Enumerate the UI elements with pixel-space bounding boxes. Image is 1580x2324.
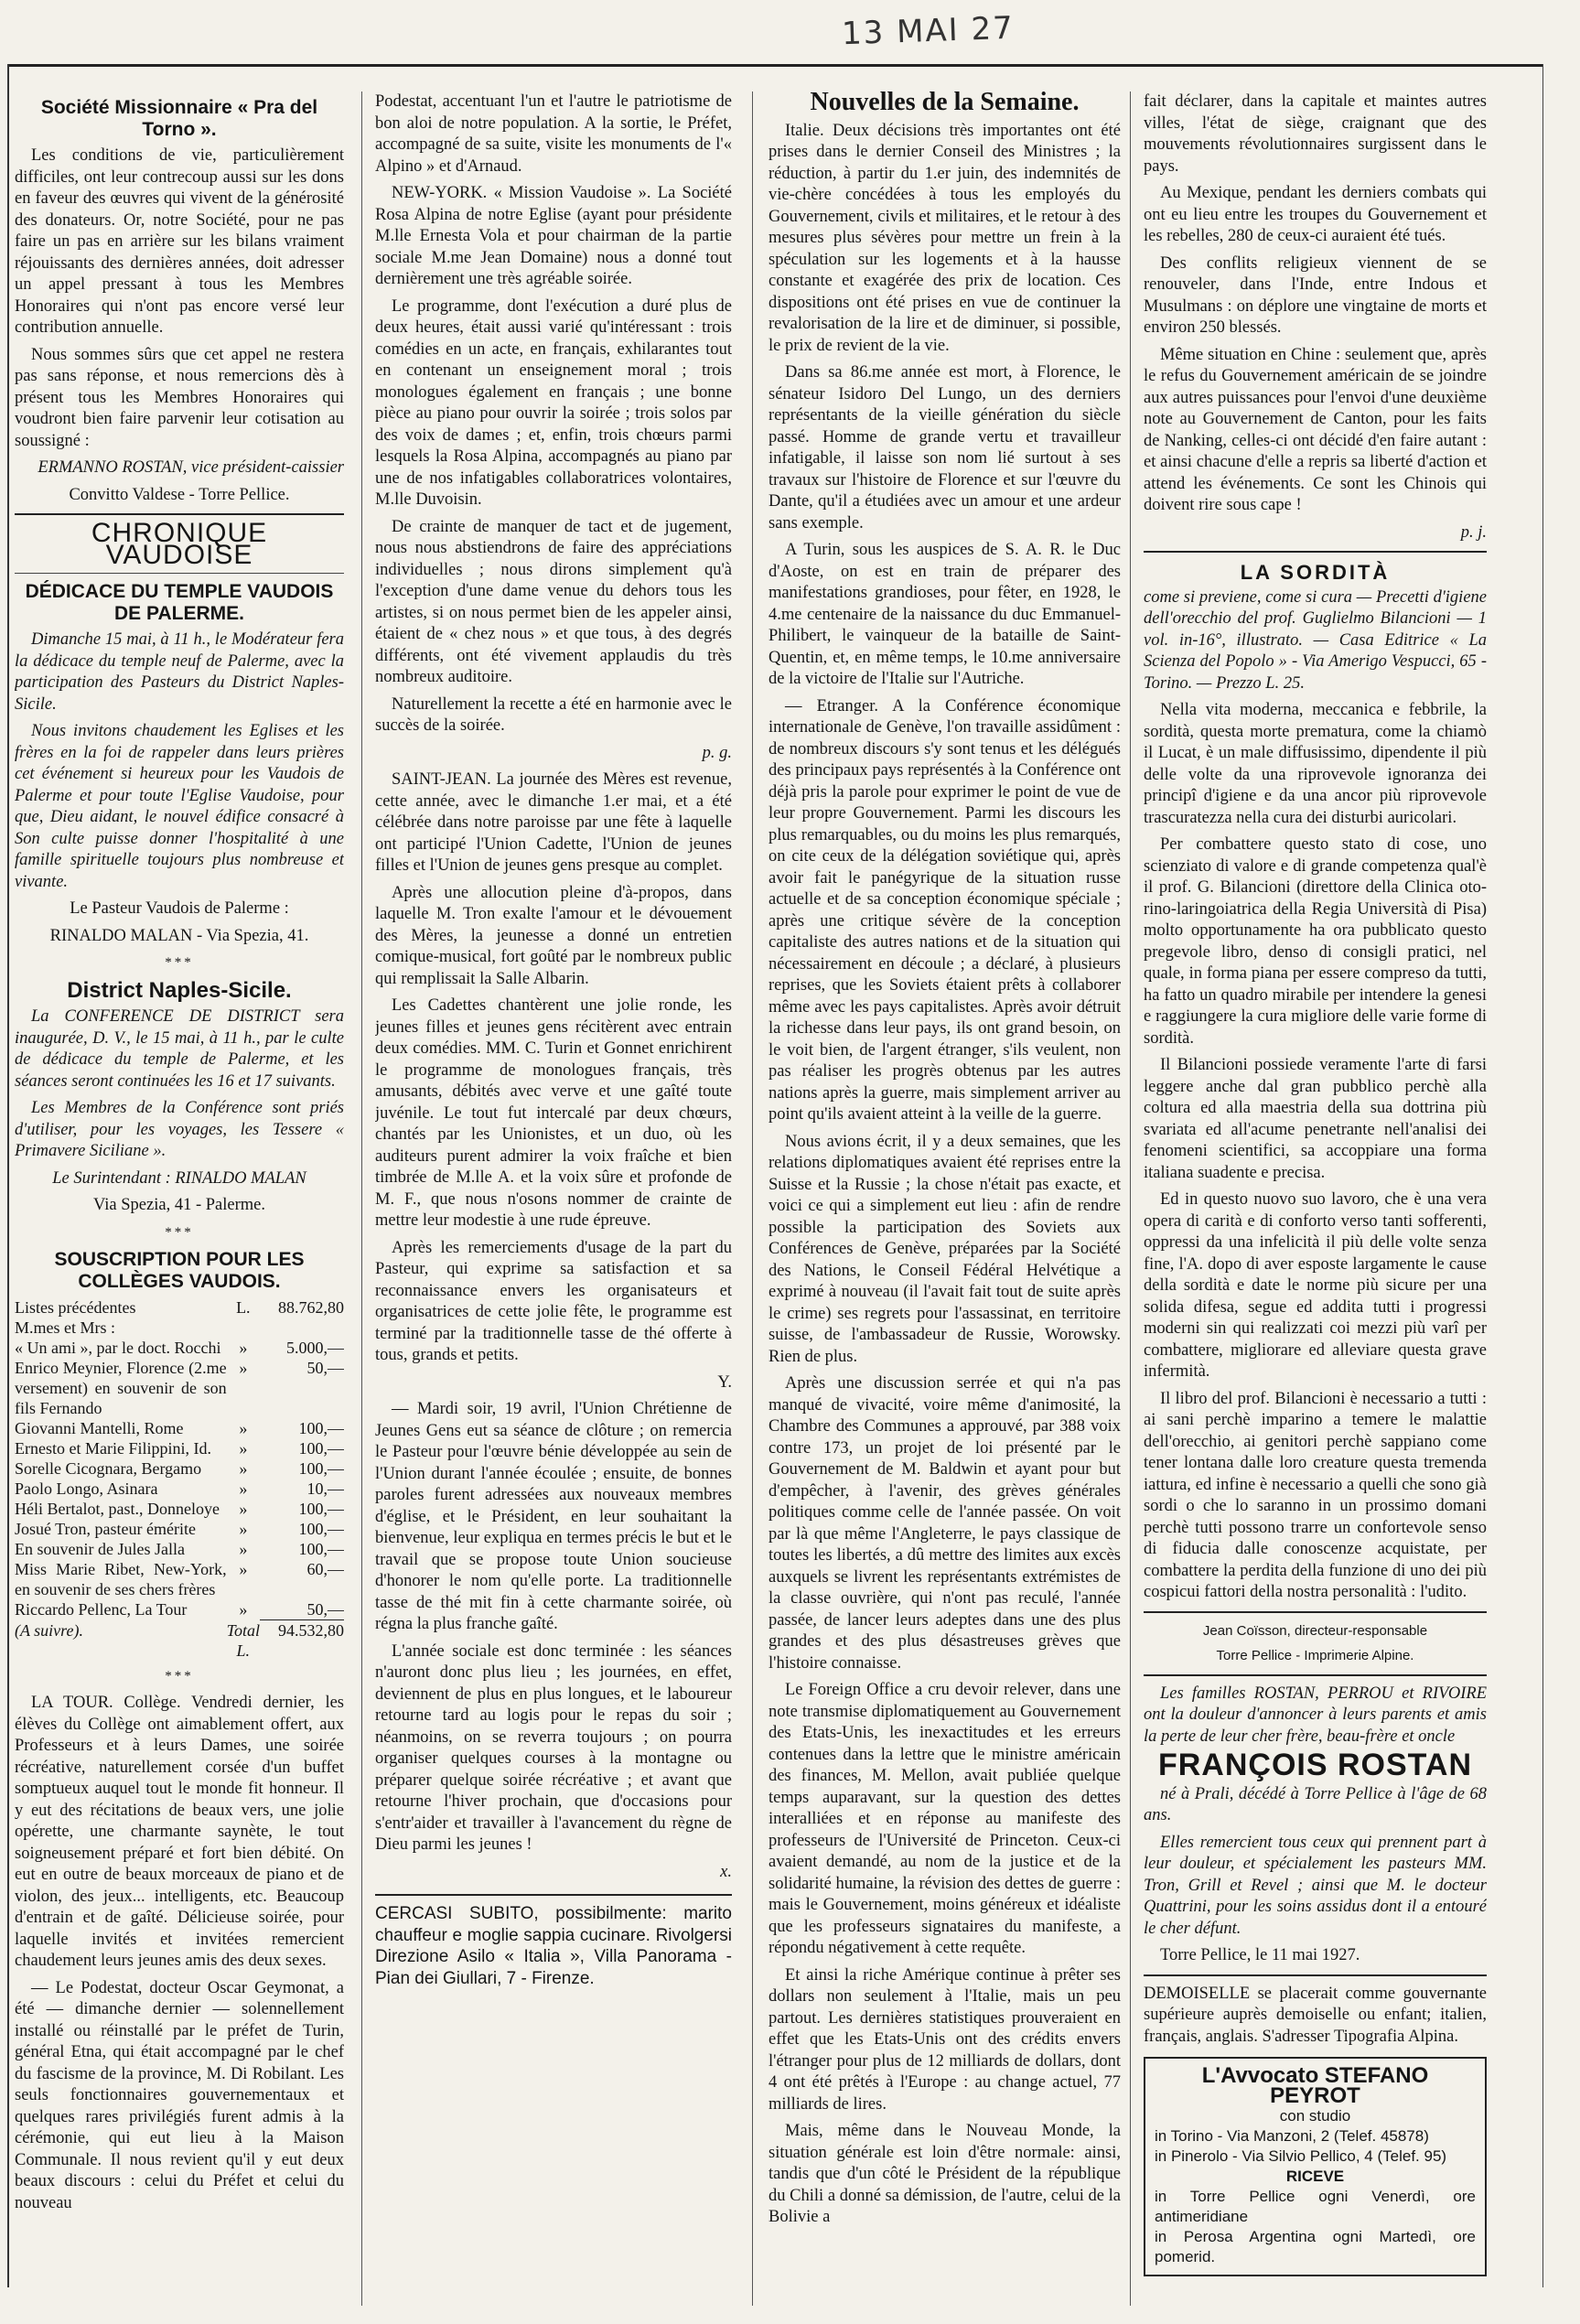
- sordita-heading: LA SORDITÀ: [1240, 561, 1391, 584]
- separator-stars: ***: [165, 1224, 194, 1240]
- souscription-row: [15, 1418, 344, 1438]
- sordita-paragraph: Per combattere questo stato di cose, uno scienziato di valore e di grande competenza qual'è il prof. G. Bilancioni (direttore della Clinica oto-rino-laringoiatrica della Regia Università di Pisa) molto opportunamente ha ora pubblicato questo pregevole libro, denso di consigli pratici, nel quale, in forma piana per essere compreso da tutti, ha fatto un quadro mirabile per intendere la genesi e raggiungere la cura migliore delle varie forme di sordità.: [1144, 835, 1487, 1048]
- souscription-amt: 50,—: [306, 1359, 344, 1377]
- article-paragraph: — Mardi soir, 19 avril, l'Union Chrétienne de Jeunes Gens eut sa séance de clôture ; on remercia le Pasteur pour l'œuvre bénie développée au sein de l'Union durant l'année écoulée ; ensuite, de bonnes paroles furent adressées aux nouveaux membres d'église, et le Président, en leur souhaitant la bienvenue, leur expliqua en termes précis le but et le travail que se propose toute Union soucieuse d'honorer le nom qu'elle porte. La traditionnelle tasse de thé mit fin à cette charmante soirée, où régna la plus franche gaîté.: [375, 1400, 732, 1633]
- souscription-q: »: [239, 1459, 248, 1478]
- dedicace-paragraph: Dimanche 15 mai, à 11 h., le Modérateur fera la dédicace du temple neuf de Palerme, avec la participation des Pasteurs du District Naples-Sicile.: [15, 630, 344, 714]
- left-edge-rule: [7, 64, 9, 2287]
- souscription-q: »: [239, 1520, 248, 1538]
- section-rule: [1144, 1674, 1487, 1676]
- column-rule-1: [361, 91, 362, 2306]
- news-paragraph: A Turin, sous les auspices de S. A. R. le Duc d'Aoste, on est en train de préparer des manifestations grandioses, pour fêter, en 1928, le 4.me centenaire de la naissance du duc Emmanuel-Philibert, le vainqueur de la bataille de Saint-Quentin, et, en même temps, le 10.me anniversaire de la victoire de l'Italie sur l'Autriche.: [769, 541, 1121, 688]
- district-paragraph: La CONFERENCE DE DISTRICT sera inaugurée, D. V., le 15 mai, à 11 h., par le culte de dédicace du temple de Palerme, et les séances seront continuées les 16 et 17 suivants.: [15, 1007, 344, 1091]
- souscription-row: [15, 1338, 344, 1358]
- dedicace-paragraph: Nous invitons chaudement les Eglises et les frères en la foi de rappeler dans leurs prières cet événement si heureux pour les Vaudois de Palerme et pour toute l'Eglise Vaudoise, pour que, Dieu aidant, le nouvel édifice consacré à Son culte puisse donner l'hospitalité à une famille spirituelle toujours plus nombreuse et vivante.: [15, 722, 344, 891]
- deuil-text: Les familles ROSTAN, PERROU et RIVOIRE ont la douleur d'annoncer à leurs parents et amis la perte de leur cher frère, beau-frère et oncle: [1144, 1684, 1487, 1746]
- souscription-q: »: [239, 1439, 248, 1458]
- district-heading: District Naples-Sicile.: [67, 977, 292, 1003]
- souscription-q: »: [239, 1600, 248, 1619]
- souscription-amt: 100,—: [298, 1500, 344, 1518]
- souscription-q: »: [239, 1500, 248, 1518]
- souscription-row: [15, 1519, 344, 1539]
- souscription-q: »: [239, 1339, 248, 1357]
- cercasi-ad: [375, 1894, 732, 1989]
- souscription-heading: SOUSCRIPTION POUR LES COLLÈGES VAUDOIS.: [54, 1249, 305, 1292]
- article-paragraph: SAINT-JEAN. La journée des Mères est revenue, cette année, avec le dimanche 1.er mai, et a été célébrée dans notre paroisse par une fête à laquelle ont participé l'Union Cadette, l'Union de jeunes filles et l'Union de jeunes gens presque au complet.: [375, 770, 732, 875]
- souscription-name: Héli Bertalot, past., Donneloye: [15, 1500, 220, 1518]
- separator-stars: ***: [165, 1668, 194, 1684]
- avvocato-line: in Torino - Via Manzoni, 2 (Telef. 45878): [1155, 2127, 1429, 2145]
- souscription-name: Paolo Longo, Asinara: [15, 1479, 158, 1498]
- news-paragraph: Mais, même dans le Nouveau Monde, la situation générale est loin d'être normale: ainsi, tandis que d'un côté le Président de la république du Chili a donné sa démission, de l'autre, celui de la Bolivie a: [769, 2122, 1121, 2226]
- societe-signature: ERMANNO ROSTAN, vice président-caissier: [38, 458, 344, 477]
- souscription-amt: 60,—: [306, 1560, 344, 1578]
- news-heading: Nouvelles de la Semaine.: [810, 91, 1080, 116]
- top-rule: [7, 64, 1543, 67]
- cercasi-text: CERCASI SUBITO, possibilmente: marito chauffeur e moglie sappia cucinare. Rivolgersi Direzione Asilo « Italia », Villa Panorama - Pian dei Giullari, 7 - Firenze.: [375, 1904, 732, 1988]
- article-paragraph: Naturellement la recette a été en harmonie avec le succès de la soirée.: [375, 694, 732, 735]
- souscription-total: 94.532,80: [260, 1620, 344, 1661]
- latour-paragraph: — Le Podestat, docteur Oscar Geymonat, a été — dimanche dernier — solennellement installé ou réinstallé par le préfet de Turin, général Etna, qui était accompagné par le chef du fascisme de la province, M. Di Robilant. Les seuls fonctionnaires gouvernementaux et quelques rares privilégiés furent admis à la cérémonie, qui eut lieu à la Maison Communale. Il nous revient qu'il y eut deux beaux discours : celui du Préfet et celui du nouveau: [15, 1978, 344, 2212]
- demoiselle-ad: DEMOISELLE se placerait comme gouvernante supérieure auprès demoiselle ou enfant; italien, français, anglais. S'adresser Tipografia Alpina.: [1144, 1984, 1487, 2046]
- societe-address: Convitto Valdese - Torre Pellice.: [69, 485, 290, 504]
- avvocato-riceve: RICEVE: [1285, 2168, 1345, 2185]
- souscription-name: Giovanni Mantelli, Rome: [15, 1419, 184, 1437]
- article-paragraph: NEW-YORK. « Mission Vaudoise ». La Société Rosa Alpina de notre Eglise (ayant pour présidente M.lle Ernesta Vola et pour chairman de la partie sociale M.me Jean Domaine) nous a donné tout dernièrement une très agréable soirée.: [375, 184, 732, 288]
- article-paragraph: Après les remerciements d'usage de la part du Pasteur, qui exprime sa satisfaction et sa reconnaissance envers les organisateurs et organisatrices de cette jolie fête, le programme est terminé par la traditionnelle tasse de thé offerte à tous, grands et petits.: [375, 1238, 732, 1364]
- souscription-q: »: [239, 1479, 248, 1498]
- souscription-row: [15, 1297, 344, 1318]
- souscription-name: Listes précédentes: [15, 1298, 136, 1317]
- souscription-q: L.: [236, 1298, 251, 1317]
- news-paragraph: Et ainsi la riche Amérique continue à prêter ses dollars non seulement à l'Italie, mais un peu partout. Les dernières statistiques prouveraient en effet que les Etats-Unis ont des crédits envers l'étranger pour plus de 12 milliards de dollars, dont 4 ont été prêtés à l'Europe : au change actuel, 77 milliards de lires.: [769, 1965, 1121, 2114]
- column-4: [1144, 91, 1487, 2306]
- article-signature: Y.: [717, 1372, 732, 1392]
- societe-heading: Société Missionnaire « Pra del Torno ».: [40, 97, 318, 140]
- news-paragraph: Au Mexique, pendant les derniers combats qui ont eu lieu entre les troupes du Gouvernement et les rebelles, 280 de ceux-ci auraient été tués.: [1144, 184, 1487, 245]
- avvocato-line: in Torre Pellice ogni Venerdì, ore antimeridiane: [1155, 2188, 1476, 2225]
- sordita-paragraph: Nella vita moderna, meccanica e febbrile, la sordità, questa morte prematura, come la chiamò il Lucat, è un male diffusissimo, dipendente il più delle volte da una riprovevole ignoranza dei principî d'igiene e da una ancor più riprovevole trascuratezza nella cura dei disturbi auricolari.: [1144, 701, 1487, 827]
- sordita-intro: come si previene, come si cura — Precetti d'igiene dell'orecchio del prof. Guglielmo Bilancioni — 1 vol. in-16°, illustrato. — Casa Editrice « La Scienza del Popolo » - Via Amerigo Vespucci, 65 - Torino. — Prezzo L. 25.: [1144, 587, 1487, 693]
- avvocato-line: in Pinerolo - Via Silvio Pellico, 4 (Telef. 95): [1155, 2147, 1447, 2165]
- souscription-q: »: [239, 1419, 248, 1437]
- souscription-table: [15, 1297, 344, 1661]
- article-signature: x.: [720, 1862, 732, 1881]
- news-paragraph: Nous avions écrit, il y a deux semaines, que les relations diplomatiques avaient été reprises entre la Suisse et la Russie ; la chose n'était pas exacte, et voici ce qui a simplement eut lieu : afin de rendre possible la participation des Soviets aux Conférences de Genève, préparées par la Société des Nations, le Conseil Fédéral Helvétique a exprimé à nouveau (il l'avait fait tout de suite après le crime) ses regrets pour l'assassinat, en territoire suisse, de l'ambassadeur de Russie, Worowsky. Rien de plus.: [769, 1132, 1121, 1366]
- sordita-paragraph: Il Bilancioni possiede veramente l'arte di farsi leggere anche dal gran pubblico perchè alla coltura ed alla maestria della sua dottrina più svariata ed all'acume penetrante nell'analisi dei fenomeni scientifici, sa accoppiare una forma italiana suadente e precisa.: [1144, 1056, 1487, 1182]
- chronique-heading: CHRONIQUE VAUDOISE: [91, 518, 268, 570]
- news-paragraph: Des conflits religieux viennent de se renouveler, dans l'Inde, entre Indous et Musulmans : on déplore une vingtaine de morts et environ 250 blessés.: [1144, 253, 1487, 337]
- societe-paragraph: Les conditions de vie, particulièrement difficiles, ont leur contrecoup aussi sur les dons en faveur des œuvres qui vivent de la générosité des donateurs. Or, notre Société, pour ne pas faire un pas en arrière sur les bilans vraiment réjouissants des dernières années, doit adresser un appel pressant à tous les Membres Honoraires qui n'ont pas encore versé leur contribution annuelle.: [15, 146, 344, 337]
- souscription-name: Josué Tron, pasteur émérite: [15, 1520, 196, 1538]
- district-address: Via Spezia, 41 - Palerme.: [93, 1196, 265, 1214]
- souscription-amt: 10,—: [306, 1479, 344, 1498]
- deuil-text: né à Prali, décédé à Torre Pellice à l'âge de 68 ans.: [1144, 1784, 1487, 1824]
- souscription-row: [15, 1559, 344, 1599]
- souscription-row: [15, 1438, 344, 1458]
- deuil-text: Elles remercient tous ceux qui prennent part à leur douleur, et spécialement les pasteurs MM. Tron, Grill et Revel ; ainsi que M. le docteur Quattrini, pour les soins assidus dont il a entouré le cher défunt.: [1144, 1833, 1487, 1938]
- news-paragraph: Le Foreign Office a cru devoir relever, dans une note transmise diplomatiquement au Gouvernement des Etats-Unis, les inexactitudes et les erreurs contenues dans la lettre que le ministre américain des finances, M. Mellon, avait publiée quelque temps auparavant, sur la question des dettes interalliées et en réponse au manifeste des professeurs de l'Université de Princeton. Ceux-ci avaient demandé, au nom de la justice et de la solidarité humaine, la révision des dettes de guerre : mais le Gouvernement, moins généreux et idéaliste que les professeurs signataires du manifeste, a répondu négativement à cette requête.: [769, 1681, 1121, 1957]
- souscription-amt: 5.000,—: [286, 1339, 344, 1357]
- souscription-row: [15, 1599, 344, 1620]
- imprimerie-line: Torre Pellice - Imprimerie Alpine.: [1216, 1648, 1414, 1663]
- avvocato-name: L'Avvocato STEFANO PEYROT: [1201, 2063, 1429, 2108]
- sordita-paragraph: Il libro del prof. Bilancioni è necessario a tutti : ai sani perchè imparino a temere le malattie dell'orecchio, ai genitori perchè sappiano come tener lontana dalle loro creature questa tremenda iattura, ed infine è necessario a quelli che sono già sordi o che lo saranno in un prossimo domani perchè tutti possono trarre un confortevole senso di fiducia dalle conoscenze acquistate, per combattere la perdita della funzione di uno dei più cospicui fattori della nostra personalità : l'udito.: [1144, 1389, 1487, 1601]
- dedicace-address: RINALDO MALAN - Via Spezia, 41.: [49, 926, 309, 945]
- article-paragraph: Podestat, accentuant l'un et l'autre le patriotisme de bon aloi de notre population. A la sortie, le Préfet, accompagné de sa suite, visite les monuments de l'« Alpino » et d'Arnaud.: [375, 92, 732, 176]
- avvocato-studio: con studio: [1279, 2107, 1351, 2125]
- column-rule-2: [752, 91, 753, 2306]
- souscription-row: [15, 1539, 344, 1559]
- souscription-amt: 100,—: [298, 1459, 344, 1478]
- dedicace-heading: DÉDICACE DU TEMPLE VAUDOIS DE PALERME.: [25, 581, 334, 624]
- article-paragraph: L'année sociale est donc terminée : les séances n'auront donc plus lieu ; les journées, en effet, deviennent de plus en plus longues, et le laboureur retourne tard au logis pour le repas du soir ; néanmoins, on se reverra toujours ; on pourra organiser quelques courses à la montagne ou préparer quelque soirée récréative ; et avant que retourne l'hiver prochain, que d'occasions pour s'entr'aider et travailler à l'avancement du règne de Dieu parmi les jeunes !: [375, 1641, 732, 1854]
- souscription-row: [15, 1358, 344, 1418]
- date-stamp: 13 MAI 27: [841, 9, 1016, 53]
- deuil-name: FRANÇOIS ROSTAN: [1157, 1748, 1473, 1782]
- column-1: [15, 91, 344, 2306]
- souscription-q: »: [239, 1540, 248, 1558]
- news-paragraph: fait déclarer, dans la capitale et maintes autres villes, l'état de siège, craignant que des mouvements révolutionnaires surgissent dans le pays.: [1144, 92, 1487, 176]
- souscription-name: « Un ami », par le doct. Rocchi: [15, 1339, 221, 1357]
- souscription-row: [15, 1458, 344, 1479]
- column-rule-3: [1130, 91, 1131, 2306]
- souscription-name: En souvenir de Jules Jalla: [15, 1540, 185, 1558]
- souscription-q: [227, 1318, 260, 1338]
- news-paragraph: Italie. Deux décisions très importantes ont été prises dans le dernier Conseil des Ministres ; la réduction, à partir du 1.er juin, des indemnités de vie-chère concédées à tous les employés du Gouvernement, civils et militaires, et le retour à des mesures plus sévères pour mettre un frein à la spéculation sur les logements et à la hausse constante et exagérée des prix de location. Ces dispositions ont été prises en vue de continuer la revalorisation de la lire et de diminuer, si possible, le prix de revient de la vie.: [769, 121, 1121, 355]
- news-paragraph: Même situation en Chine : seulement que, après le refus du Gouvernement américain de se joindre aux autres puissances pour l'envoi d'une deuxième note au Gouvernement de Canton, pour les faits de Nanking, celles-ci ont décidé d'en faire autant : et ainsi chacune d'elle a repris sa liberté d'action et attend les événements. Ce sont les Chinois qui doivent rire sous cape !: [1144, 345, 1487, 514]
- news-paragraph: — Etranger. A la Conférence économique internationale de Genève, l'on travaille assidûment : de nombreux discours s'y sont tenus et les délégués des principaux pays représentés à la Conférence ont déjà pris la parole pour exprimer le point de vue de leur propre Gouvernement. Parmi les discours les plus remarquables, ou du moins les plus remarqués, on cite ceux de la délégation soviétique qui, après avoir fait le panégyrique de la situation russe actuelle et de sa conception économique spéciale ; après une critique sévère de la conception capitaliste des autres nations et de la situation qui nécessairement en découle ; a déclaré, à plusieurs reprises, que les Soviets étaient prêts à collaborer même avec les pays capitalistes. Après avoir détruit la richesse dans leur pays, ils ont grand besoin, on le voit bien, de l'argent étranger, s'ils veulent, non pas réaliser les progrès obtenus par les autres nations après la guerre, mais simplement arriver au point qu'ils avaient atteint à la veille de la guerre.: [769, 696, 1121, 1124]
- section-rule: [15, 573, 344, 574]
- souscription-suivre: (A suivre).: [15, 1620, 83, 1640]
- souscription-name: Riccardo Pellenc, La Tour: [15, 1600, 188, 1619]
- societe-paragraph: Nous sommes sûrs que cet appel ne restera pas sans réponse, et nous remercions dès à présent tous les Membres Honoraires qui voudront bien faire parvenir leur cotisation au soussigné :: [15, 345, 344, 450]
- news-paragraph: Après une discussion serrée et qui n'a pas manqué de vivacité, voire même d'animosité, la Chambre des Communes a approuvé, par 388 voix contre 173, un projet de loi présenté par le Gouvernement de M. Baldwin et ayant pour but d'empêcher, à l'avenir, des grèves générales politiques comme celle de l'année passée. On voit par là que même l'Angleterre, le pays classique de toutes les libertés, a dû mettre des limites aux excès auxquels se livrent les représentants extrémistes de la classe ouvrière, qui n'ont pas reculé, l'année passée, de lancer leurs adeptes dans une des plus grandes et des plus désastreuses grèves que l'histoire connaisse.: [769, 1374, 1121, 1673]
- sordita-paragraph: Ed in questo nuovo suo lavoro, che è una vera opera di carità e di conforto verso tanti sofferenti, oppressi da una infelicità il più delle volte senza fine, l'A. dopo di aver esposte largamente le cause della sordità e date le norme più sicure per una solida difesa, segue ed addita tutti i progressi moderni sin qui realizzati coi mezzi più varî per combattere, migliorare ed alleviare questa grave infermità.: [1144, 1190, 1487, 1381]
- souscription-name: M.mes et Mrs :: [15, 1318, 115, 1337]
- article-paragraph: Le programme, dont l'exécution a duré plus de deux heures, était aussi varié qu'intéressant : trois comédies en un acte, en français, exhilarantes tout en contenant un enseignement moral ; trois monologues également en français ; une bonne pièce au piano pour ouvrir la soirée ; trois solos par des voix de dames ; et, enfin, trois chœurs parmi lesquels la Rosa Alpina, accompagnés au piano par une de nos infatigables collaboratrices volontaires, M.lle Duvoisin.: [375, 296, 732, 509]
- separator-stars: ***: [165, 955, 194, 970]
- section-rule: [1144, 1611, 1487, 1613]
- avvocato-line: in Perosa Argentina ogni Martedì, ore pomerid.: [1155, 2228, 1476, 2265]
- souscription-amt: 100,—: [298, 1540, 344, 1558]
- souscription-amt: 100,—: [298, 1439, 344, 1458]
- section-rule: [1144, 1974, 1487, 1976]
- dedicace-signature: Le Pasteur Vaudois de Palerme :: [70, 899, 289, 918]
- souscription-amt: 50,—: [306, 1600, 344, 1619]
- column-2: [375, 91, 732, 2306]
- news-paragraph: Dans sa 86.me année est mort, à Florence, le sénateur Isidoro Del Lungo, un des derniers représentants de la vieille génération du siècle passé. Homme de grande vertu et travailleur infatigable, il laisse son nom lié surtout à ses travaux sur l'histoire de Florence et sur l'œuvre du Dante, qu'il a étudiées avec un amour et une ardeur sans exemple.: [769, 363, 1121, 533]
- article-paragraph: Après une allocution pleine d'à-propos, dans laquelle M. Tron exalte l'amour et le dévouement des Mères, la jeunesse a donné un entretien comique-musical, fort goûté par le nombreux public qui remplissait la Salle Albarin.: [375, 883, 732, 988]
- right-edge-rule: [1542, 64, 1543, 2287]
- section-rule: [15, 513, 344, 515]
- souscription-amt: 88.762,80: [278, 1298, 344, 1317]
- souscription-q: »: [239, 1359, 248, 1377]
- article-signature: p. g.: [702, 743, 732, 762]
- souscription-amt: 100,—: [298, 1520, 344, 1538]
- deuil-date: Torre Pellice, le 11 mai 1927.: [1160, 1946, 1360, 1964]
- district-paragraph: Les Membres de la Conférence sont priés d'utiliser, pour les voyages, les Tessere « Primavere Siciliane ».: [15, 1099, 344, 1160]
- souscription-name: Ernesto et Marie Filippini, Id.: [15, 1439, 211, 1458]
- latour-paragraph: LA TOUR. Collège. Vendredi dernier, les élèves du Collège ont aimablement offert, aux Professeurs et à leurs Dames, une soirée récréative, naturellement corsée d'un buffet somptueux auquel tout le monde fit honneur. Il y eut des récitations de beaux vers, une jolie opérette, une charmante saynète, le tout soigneusement préparé et fort bien débité. On eut en outre de beaux morceaux de piano et de violon, des jeux... intelligents, etc. Beaucoup d'entrain et de gaîté. Délicieuse soirée, pour laquelle invités et invitées remercient chaudement leurs jeunes amis des deux sexes.: [15, 1694, 344, 1970]
- souscription-amt: 100,—: [298, 1419, 344, 1437]
- avvocato-ad: [1144, 2057, 1487, 2276]
- souscription-row: [15, 1499, 344, 1519]
- souscription-row: [15, 1479, 344, 1499]
- gerant-line: Jean Coïsson, directeur-responsable: [1202, 1622, 1428, 1639]
- souscription-name: Sorelle Cicognara, Bergamo: [15, 1459, 202, 1478]
- article-paragraph: Les Cadettes chantèrent une jolie ronde, les jeunes filles et jeunes gens récitèrent avec entrain deux comédies. MM. C. Turin et Gonnet enrichirent le programme de monologues français, très amusants, débités avec verve et une gaîté toute juvénile. Le tout fut intercalé par deux chœurs, chantés par les Unionistes, et un duo, où les auditeurs purent admirer la voix fraîche et bien timbrée de M.lle A. et la voix sûre et profonde de M. F., que nous n'osons nommer de crainte de mettre leur modestie à une rude épreuve.: [375, 996, 732, 1230]
- article-paragraph: De crainte de manquer de tact et de jugement, nous nous abstiendrons de faire des appréciations individuelles ; nous dirons simplement qu'à l'exception d'une dame venue du dehors tous les artistes, si on nous permet bien de les appeler ainsi, étaient de « chez nous » et que tous, à des degrés différents, ont été vivement applaudis du très nombreux auditoire.: [375, 517, 732, 686]
- souscription-q: »: [239, 1560, 248, 1578]
- souscription-total-label: Total L.: [226, 1620, 260, 1660]
- section-rule: [1144, 551, 1487, 553]
- souscription-name: Enrico Meynier, Florence (2.me versement) en souvenir de son fils Fernando: [15, 1359, 227, 1417]
- souscription-amt: [260, 1318, 344, 1338]
- souscription-name: Miss Marie Ribet, New-York, en souvenir de ses chers frères: [15, 1560, 227, 1598]
- souscription-row: [15, 1318, 344, 1338]
- column-3: [769, 91, 1121, 2306]
- district-signature: Le Surintendant : RINALDO MALAN: [52, 1168, 306, 1188]
- news-signature: p. j.: [1460, 522, 1487, 542]
